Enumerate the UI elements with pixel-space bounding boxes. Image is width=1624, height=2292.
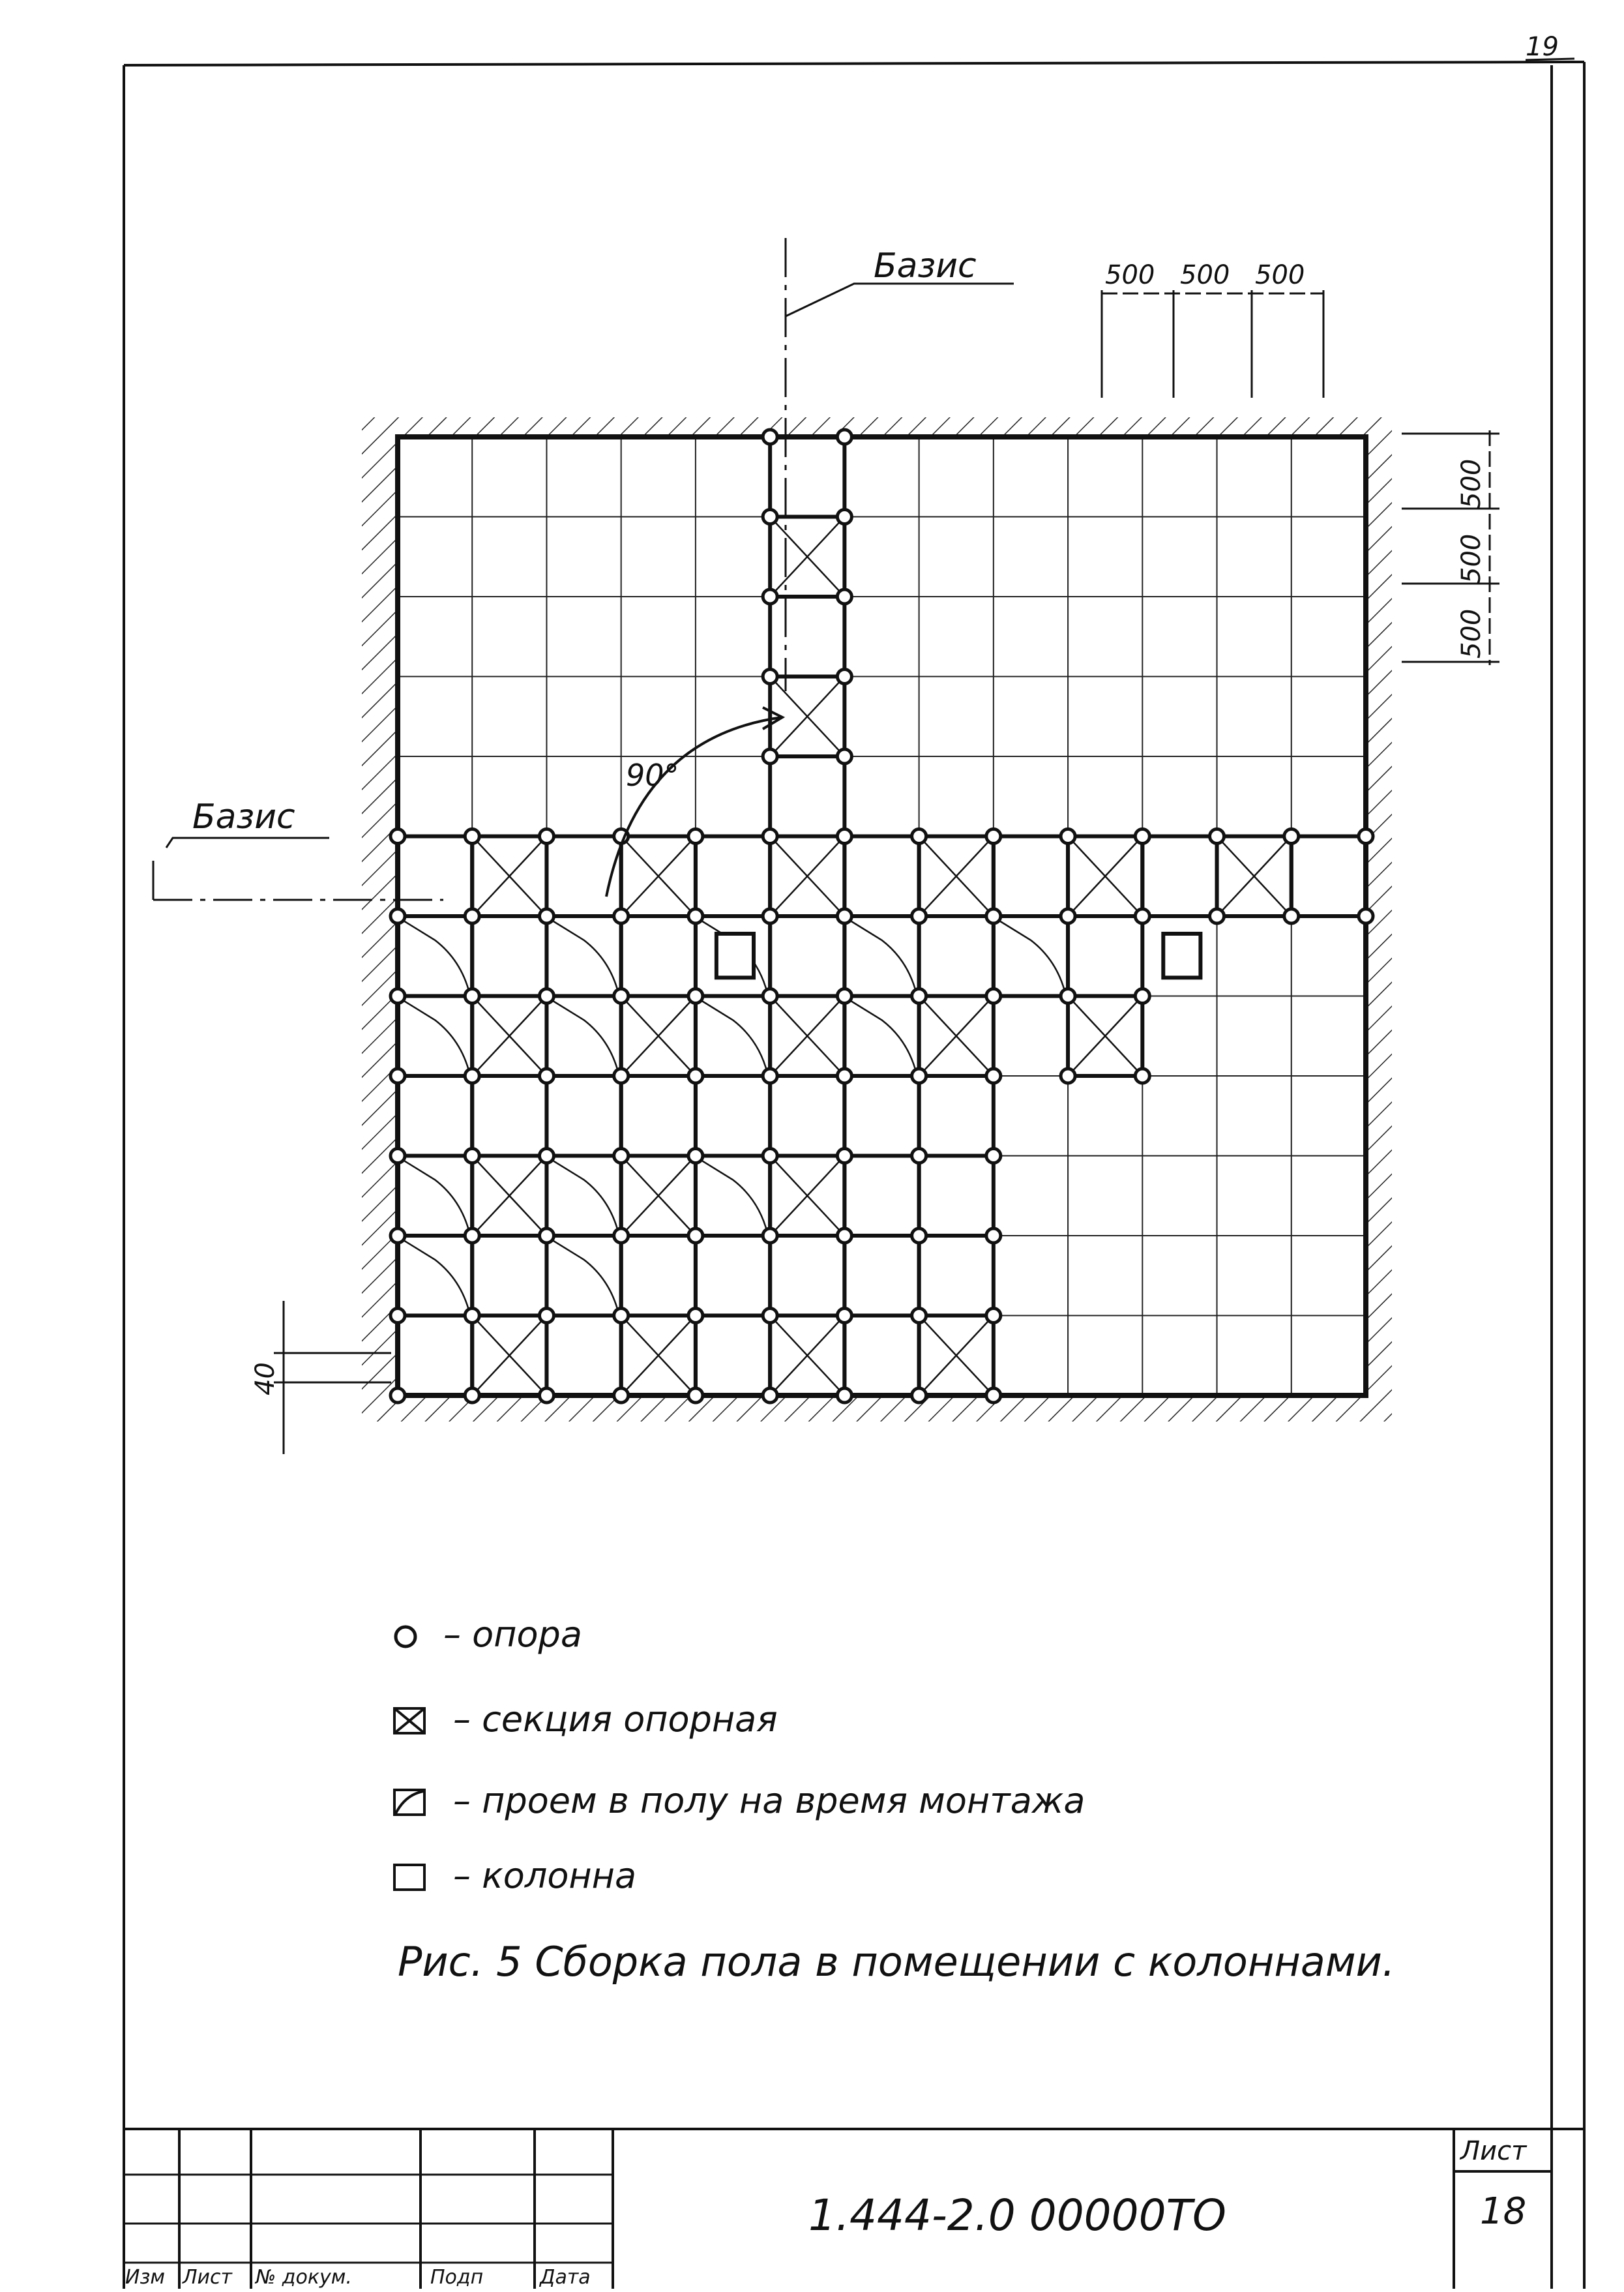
support-symbol <box>396 1627 415 1646</box>
support-node <box>688 1309 703 1323</box>
dim-right-2: 500 <box>1456 533 1486 584</box>
support-node <box>763 749 777 764</box>
support-node <box>539 1149 554 1163</box>
support-node <box>763 1069 777 1083</box>
support-node <box>391 909 405 923</box>
support-node <box>1061 829 1075 844</box>
top-dimension-lines <box>1102 290 1323 398</box>
support-node <box>763 589 777 604</box>
support-node <box>912 989 926 1004</box>
support-node <box>986 909 1001 923</box>
support-node <box>837 989 851 1004</box>
support-node <box>1061 909 1075 923</box>
support-node <box>1284 829 1299 844</box>
floor-plan <box>391 430 1373 1403</box>
support-node <box>688 989 703 1004</box>
support-node <box>763 1388 777 1403</box>
support-node <box>614 1228 628 1243</box>
support-node <box>391 1149 405 1163</box>
support-section-symbol <box>394 1708 424 1733</box>
legend-column-text: – колонна <box>453 1855 637 1896</box>
dim-top-1: 500 <box>1105 260 1155 290</box>
support-node <box>912 1069 926 1083</box>
support-node <box>763 430 777 444</box>
support-node <box>986 1069 1001 1083</box>
support-node <box>391 829 405 844</box>
support-node <box>837 670 851 684</box>
support-node <box>763 829 777 844</box>
basis-left-label: Базис <box>192 797 295 837</box>
support-node <box>763 670 777 684</box>
support-node <box>912 1228 926 1243</box>
support-node <box>1135 909 1149 923</box>
support-node <box>763 1228 777 1243</box>
dim-right-1: 500 <box>1456 458 1486 509</box>
support-node <box>837 749 851 764</box>
dim-top-3: 500 <box>1255 260 1305 290</box>
support-node <box>837 1228 851 1243</box>
support-node <box>837 589 851 604</box>
title-col-izm: Изм <box>125 2266 166 2289</box>
support-node <box>912 1388 926 1403</box>
support-node <box>837 510 851 524</box>
support-node <box>1359 909 1373 923</box>
support-node <box>763 510 777 524</box>
basis-top-label: Базис <box>874 246 977 286</box>
support-node <box>837 829 851 844</box>
support-node <box>763 1149 777 1163</box>
support-node <box>763 1309 777 1323</box>
support-node <box>465 1228 479 1243</box>
support-node <box>391 1388 405 1403</box>
support-node <box>763 989 777 1004</box>
support-node <box>465 1069 479 1083</box>
support-node <box>837 909 851 923</box>
support-node <box>912 1149 926 1163</box>
support-node <box>1210 909 1224 923</box>
support-node <box>688 1228 703 1243</box>
figure-caption: Рис. 5 Сборка пола в помещении с колоннами. <box>398 1938 1395 1986</box>
support-node <box>688 909 703 923</box>
legend-section-text: – секция опорная <box>453 1699 778 1740</box>
sheet-label: Лист <box>1460 2136 1527 2166</box>
title-col-doc: № докум. <box>256 2266 352 2289</box>
support-node <box>837 430 851 444</box>
support-node <box>391 1069 405 1083</box>
support-node <box>539 829 554 844</box>
support-node <box>1210 829 1224 844</box>
support-node <box>614 1388 628 1403</box>
support-node <box>912 909 926 923</box>
dim-left: 40 <box>250 1362 280 1395</box>
support-node <box>912 1309 926 1323</box>
column <box>1163 934 1200 977</box>
support-node <box>986 1309 1001 1323</box>
support-node <box>614 1309 628 1323</box>
support-node <box>986 1388 1001 1403</box>
support-node <box>688 829 703 844</box>
support-node <box>986 989 1001 1004</box>
support-node <box>688 1069 703 1083</box>
support-node <box>1135 829 1149 844</box>
support-node <box>1284 909 1299 923</box>
title-col-list: Лист <box>183 2266 233 2289</box>
sheet-number: 18 <box>1480 2190 1527 2233</box>
support-node <box>539 1388 554 1403</box>
dim-top-2: 500 <box>1180 260 1230 290</box>
support-node <box>688 1388 703 1403</box>
support-node <box>539 1309 554 1323</box>
support-node <box>614 1149 628 1163</box>
support-node <box>539 909 554 923</box>
support-node <box>837 1388 851 1403</box>
page-number: 19 <box>1526 32 1559 62</box>
support-node <box>539 1069 554 1083</box>
title-col-date: Дата <box>540 2266 591 2289</box>
support-node <box>688 1149 703 1163</box>
support-node <box>986 1228 1001 1243</box>
angle-label: 90° <box>626 758 679 793</box>
support-node <box>1135 1069 1149 1083</box>
support-node <box>614 1069 628 1083</box>
support-node <box>763 909 777 923</box>
support-node <box>1135 989 1149 1004</box>
legend <box>394 1614 1085 1896</box>
support-node <box>391 1309 405 1323</box>
dim-right-3: 500 <box>1456 608 1486 659</box>
support-node <box>986 1149 1001 1163</box>
support-node <box>837 1069 851 1083</box>
support-node <box>1061 1069 1075 1083</box>
support-node <box>465 1309 479 1323</box>
support-node <box>465 1388 479 1403</box>
support-node <box>1061 989 1075 1004</box>
support-node <box>837 1309 851 1323</box>
support-node <box>837 1149 851 1163</box>
support-node <box>465 829 479 844</box>
support-node <box>614 909 628 923</box>
title-col-sign: Подп <box>430 2266 484 2289</box>
column <box>716 934 754 977</box>
support-node <box>391 989 405 1004</box>
support-node <box>912 829 926 844</box>
support-node <box>1359 829 1373 844</box>
document-code: 1.444-2.0 00000ТО <box>808 2190 1226 2240</box>
support-node <box>465 1149 479 1163</box>
support-node <box>391 1228 405 1243</box>
support-node <box>465 909 479 923</box>
support-node <box>986 829 1001 844</box>
legend-opening-text: – проем в полу на время монтажа <box>453 1780 1085 1821</box>
support-node <box>539 1228 554 1243</box>
floor-opening-symbol <box>394 1790 424 1815</box>
column-symbol <box>394 1865 424 1890</box>
legend-support-text: – опора <box>443 1614 582 1655</box>
support-node <box>614 989 628 1004</box>
support-node <box>465 989 479 1004</box>
support-node <box>539 989 554 1004</box>
